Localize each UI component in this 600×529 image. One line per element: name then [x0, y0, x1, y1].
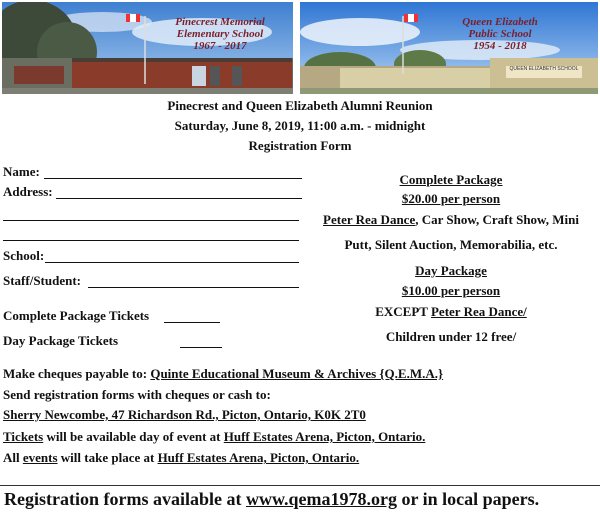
except-item: Peter Rea Dance/ [430, 304, 527, 319]
address-label: Address: [3, 184, 53, 199]
cheques-label: Make cheques payable to: [3, 366, 151, 381]
footer-divider [0, 485, 600, 486]
pinecrest-caption-line2: Elementary School [176, 28, 264, 40]
complete-tickets-label: Complete Package Tickets [3, 308, 150, 323]
website-link[interactable]: www.qema1978.org [245, 489, 397, 509]
queen-elizabeth-caption-line1: Queen Elizabeth [462, 16, 538, 28]
except-word: EXCEPT [375, 304, 428, 319]
footer-line [4, 489, 539, 510]
events-word: events [22, 450, 58, 465]
day-tickets-label: Day Package Tickets [3, 333, 119, 348]
payee-name: Quinte Educational Museum & Archives {Q.E.M.A.} [150, 366, 444, 381]
complete-package-desc2: Putt, Silent Auction, Memorabilia, etc. [344, 237, 558, 252]
staff-student-field[interactable] [88, 287, 299, 288]
day-package-title: Day Package [415, 263, 487, 278]
queen-elizabeth-caption-line3: 1954 - 2018 [473, 40, 527, 52]
name-label: Name: [3, 164, 40, 179]
school-label: School: [3, 248, 45, 263]
pinecrest-caption-line1: Pinecrest Memorial [175, 16, 265, 28]
footer-text-end: or in local papers. [396, 489, 540, 509]
send-line: Send registration forms with cheques or cash to: [3, 387, 271, 402]
reunion-title: Pinecrest and Queen Elizabeth Alumni Reunion [167, 98, 433, 113]
tickets-word: Tickets [3, 429, 44, 444]
footer-text: Registration forms available at [4, 489, 246, 509]
address-field-line2[interactable] [3, 220, 299, 221]
queen-elizabeth-caption-line2: Public School [468, 28, 532, 40]
tickets-line [3, 429, 425, 445]
school-field[interactable] [45, 262, 299, 263]
address-field-line3[interactable] [3, 240, 299, 241]
tickets-venue: Huff Estates Arena, Picton, Ontario. [223, 429, 426, 444]
children-free: Children under 12 free/ [385, 329, 517, 344]
reunion-date: Saturday, June 8, 2019, 11:00 a.m. - midnight [174, 118, 426, 133]
events-venue: Huff Estates Arena, Picton, Ontario. [157, 450, 360, 465]
address-field[interactable] [56, 198, 302, 199]
events-all: All [3, 450, 23, 465]
mailing-address: Sherry Newcombe, 47 Richardson Rd., Picton, Ontario, K0K 2T0 [3, 407, 366, 422]
form-title: Registration Form [248, 138, 352, 153]
day-tickets-field[interactable] [180, 347, 222, 348]
complete-package-desc1 [306, 212, 596, 228]
complete-package-title: Complete Package [399, 172, 503, 187]
school-sign: QUEEN ELIZABETH SCHOOL [509, 66, 579, 72]
events-text: will take place at [57, 450, 158, 465]
events-line [3, 450, 359, 466]
pinecrest-caption-line3: 1967 - 2017 [193, 40, 247, 52]
day-package-price: $10.00 per person [401, 283, 501, 298]
complete-tickets-field[interactable] [164, 322, 220, 323]
complete-package-price: $20.00 per person [401, 191, 501, 206]
complete-desc1-rest: , Car Show, Craft Show, Mini [415, 212, 579, 227]
queen-elizabeth-caption [430, 16, 570, 52]
tickets-text: will be available day of event at [43, 429, 224, 444]
peter-rea-dance: Peter Rea Dance [323, 212, 416, 227]
name-field[interactable] [44, 178, 302, 179]
staff-student-label: Staff/Student: [3, 273, 82, 288]
day-package-except [306, 304, 596, 320]
pinecrest-caption [146, 16, 294, 52]
cheques-line [3, 366, 443, 382]
